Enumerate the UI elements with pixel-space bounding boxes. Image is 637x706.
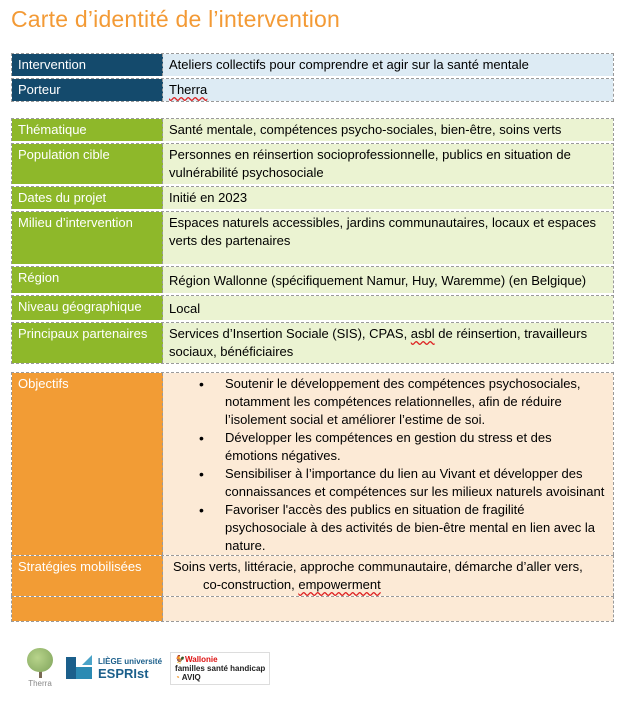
objective-item: • Soutenir le développement des compétences psychosociales, notamment les compétences relationnelles, afin de réduire l’isolement social et améliorer l’estime de soi. [219,375,607,429]
label-porteur: Porteur [12,79,163,101]
objective-item: • Favoriser l'accès des publics en situation de fragilité psychosociale à des activités de bien-être mental en lien avec la nature. [219,501,607,555]
wallonie-text: 🐓Wallonie [175,654,218,664]
partner-logos [22,648,270,688]
value-milieu [163,212,613,264]
objectives-table [11,372,614,622]
value-niveau [163,296,613,320]
strategies-line2-text: co-construction, [203,577,299,592]
label-partenaires: Principaux partenaires [12,323,163,363]
row-intervention [11,53,614,76]
therra-logo-text: Therra [28,679,52,688]
value-empty [163,597,613,621]
label-dates: Dates du projet [12,187,163,209]
label-milieu: Milieu d’intervention [12,212,163,264]
page-title: Carte d’identité de l’intervention [11,6,340,32]
value-region [163,267,613,293]
aviq-name: ◔ AVIQ [175,672,201,682]
liege-mark-icon [66,653,94,683]
strategies-line1: Soins verts, littéracie, approche communautaire, démarche d’aller vers, [173,559,583,574]
context-table [11,118,614,364]
row-population-cible [11,143,614,184]
row-niveau [11,295,614,320]
label-thematique: Thématique [12,119,163,141]
liege-bottom-text: ESPRIst [98,666,149,681]
label-intervention: Intervention [12,54,163,76]
aviq-q-icon: ◔ [175,672,182,682]
niveau-text: Local [169,301,201,316]
rooster-icon: 🐓 [175,654,185,664]
intervention-table [11,53,614,102]
porteur-name: Therra [169,82,208,97]
objective-item: • Développer les compétences en gestion du stress et des émotions négatives. [219,429,607,465]
row-porteur [11,78,614,102]
partenaires-text-a: Services d’Insertion Sociale (SIS), CPAS, [169,326,411,341]
row-partenaires [11,322,614,364]
liege-top-text: LIÈGE université [98,657,163,666]
value-dates: Initié en 2023 [163,187,613,209]
therra-logo [22,648,58,688]
label-population-cible: Population cible [12,144,163,184]
liege-esprist-logo [66,653,162,683]
value-population-cible: Personnes en réinsertion socioprofessionnelle, publics en situation de vulnérabilité psychosociale [163,144,613,184]
value-porteur [163,79,613,101]
label-region: Région [12,267,163,293]
aviq-familles-text: familles santé handicap [175,663,266,673]
partenaires-text-b: de réinsertion, travailleurs sociaux, bénéficiaires [169,326,588,359]
row-region [11,266,614,293]
row-dates [11,186,614,209]
value-strategies [163,556,613,596]
label-strategies: Stratégies mobilisées [12,556,163,596]
value-thematique: Santé mentale, compétences psycho-sociales, bien-être, soins verts [163,119,613,141]
label-niveau: Niveau géographique [12,296,163,320]
aviq-logo [170,652,270,685]
row-thematique [11,118,614,141]
value-partenaires [163,323,613,363]
partenaires-asbl: asbl [410,326,435,341]
objectives-list [169,375,607,555]
strategies-empowerment: empowerment [298,577,381,592]
label-objectifs: Objectifs [12,373,163,555]
row-milieu [11,211,614,264]
label-empty [12,597,163,621]
tree-icon [27,648,53,672]
value-intervention: Ateliers collectifs pour comprendre et agir sur la santé mentale [163,54,613,76]
row-objectifs [11,372,614,555]
milieu-text: Espaces naturels accessibles, jardins communautaires, locaux et espaces verts des partenaires [169,215,597,248]
value-objectifs [163,373,613,555]
row-empty [11,596,614,622]
liege-logo-text [98,656,162,680]
row-strategies [11,555,614,596]
strategies-line2 [173,576,607,594]
objective-item: • Sensibiliser à l’importance du lien au Vivant et développer des connaissances et compétences sur les milieux naturels avoisinant [219,465,607,501]
region-text: Région Wallonne (spécifiquement Namur, Huy, Waremme) (en Belgique) [169,273,587,288]
